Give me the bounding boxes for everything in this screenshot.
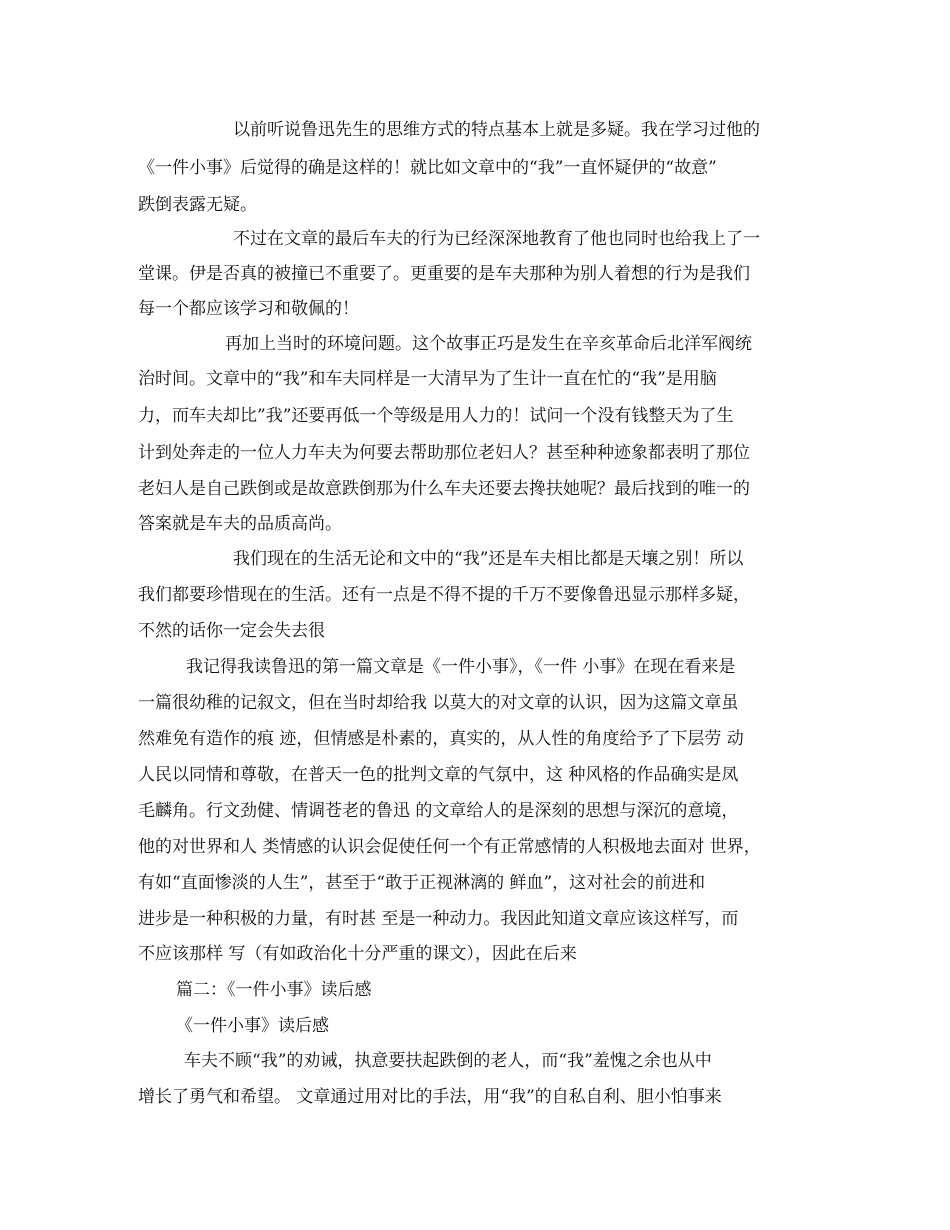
paragraph-4-line-2: 我们都要珍惜现在的生活。还有一点是不得不提的千万不要像鲁迅显示那样多疑， <box>138 585 750 605</box>
paragraph-5-line-5: 毛麟角。行文劲健、情调苍老的鲁迅 的文章给人的是深刻的思想与深沉的意境， <box>138 801 739 821</box>
paragraph-5-line-9: 不应该那样 写（有如政治化十分严重的课文），因此在后来 <box>138 944 577 964</box>
paragraph-6-line-1: 车夫不顾“我”的劝诫，执意要扶起跌倒的老人，而“我”羞愧之余也从中 <box>184 1051 712 1071</box>
paragraph-3-line-5: 老妇人是自己跌倒或是故意跌倒那为什么车夫还要去搀扶她呢？最后找到的唯一的 <box>138 479 750 499</box>
paragraph-3-line-3: 力，而车夫却比”我”还要再低一个等级是用人力的！试问一个没有钱整天为了生 <box>138 406 734 426</box>
paragraph-5-line-6: 他的对世界和人 类情感的认识会促使任何一个有正常感情的人积极地去面对 世界， <box>138 837 761 857</box>
paragraph-3-line-6: 答案就是车夫的品质高尚。 <box>138 514 342 534</box>
paragraph-5-line-7: 有如“直面惨淡的人生”，甚至于“敢于正视淋漓的 鲜血”，这对社会的前进和 <box>138 873 706 893</box>
paragraph-1-line-2: 《一件小事》后觉得的确是这样的！就比如文章中的“我”一直怀疑伊的“故意” <box>138 158 717 178</box>
paragraph-6-line-2: 增长了勇气和希望。 文章通过用对比的手法，用“我”的自私自利、胆小怕事来 <box>138 1087 722 1107</box>
paragraph-5-line-4: 人民以同情和尊敬，在普天一色的批判文章的气氛中，这 种风格的作品确实是凤 <box>138 765 739 785</box>
paragraph-2-line-2: 堂课。伊是否真的被撞已不重要了。更重要的是车夫那种为别人着想的行为是我们 <box>138 264 750 284</box>
paragraph-3-line-1: 再加上当时的环境问题。这个故事正巧是发生在辛亥革命后北洋军阀统 <box>225 334 752 354</box>
paragraph-4-line-3: 不然的话你一定会失去很 <box>138 621 325 641</box>
paragraph-1-line-3: 跌倒表露无疑。 <box>138 195 257 215</box>
paragraph-5-line-3: 然难免有造作的痕 迹，但情感是朴素的，真实的，从人性的角度给予了下层劳 动 <box>138 729 744 749</box>
paragraph-3-line-4: 计到处奔走的一位人力车夫为何要去帮助那位老妇人？甚至种种迹象都表明了那位 <box>138 443 750 463</box>
paragraph-3-line-2: 治时间。文章中的“我”和车夫同样是一大清早为了生计一直在忙的“我”是用脑 <box>138 369 717 389</box>
paragraph-1-line-1: 以前听说鲁迅先生的思维方式的特点基本上就是多疑。我在学习过他的 <box>233 120 760 140</box>
paragraph-5-line-8: 进步是一种积极的力量，有时甚 至是一种动力。我因此知道文章应该这样写，而 <box>138 909 739 929</box>
section-heading: 篇二：《一件小事》读后感 <box>176 980 372 1000</box>
paragraph-2-line-3: 每一个都应该学习和敬佩的！ <box>138 299 359 319</box>
paragraph-2-line-1: 不过在文章的最后车夫的行为已经深深地教育了他也同时也给我上了一 <box>233 229 760 249</box>
paragraph-5-line-2: 一篇很幼稚的记叙文，但在当时却给我 以莫大的对文章的认识，因为这篇文章虽 <box>138 693 739 713</box>
paragraph-4-line-1: 我们现在的生活无论和文中的“我”还是车夫相比都是天壤之别！所以 <box>233 549 744 569</box>
paragraph-5-line-1: 我记得我读鲁迅的第一篇文章是《一件小事》，《一件 小事》在现在看来是 <box>186 657 736 677</box>
sub-title: 《一件小事》读后感 <box>176 1016 329 1036</box>
